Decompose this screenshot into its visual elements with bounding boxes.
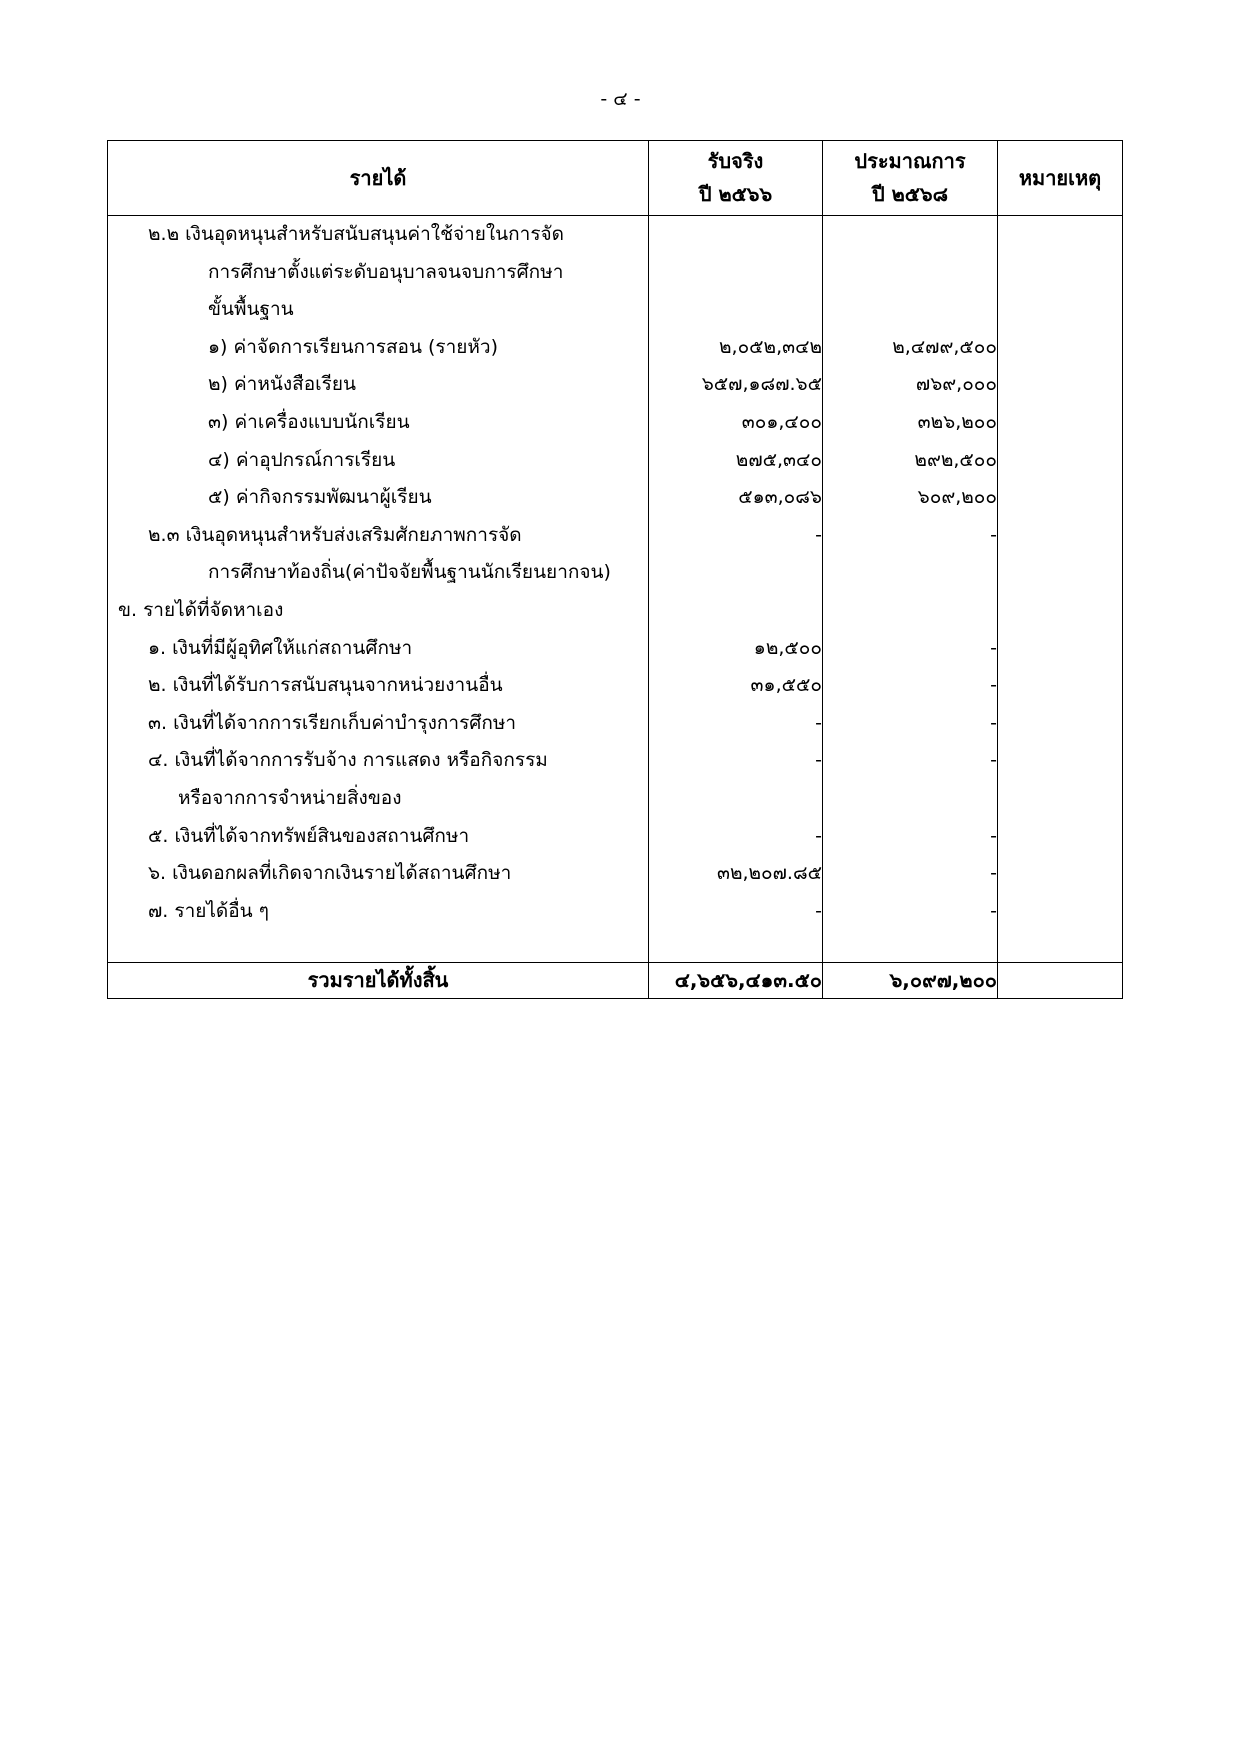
row-label: ๔. เงินที่ได้จากการรับจ้าง การแสดง หรือกิจกรรม [108,742,649,780]
row-estimate: - [823,705,998,743]
row-remark [998,404,1123,442]
header-actual [649,141,823,216]
table-row [108,893,1123,931]
row-estimate: - [823,855,998,893]
table-row [108,366,1123,404]
row-label: ขั้นพื้นฐาน [108,291,649,329]
row-remark [998,366,1123,404]
row-label: ๒.๒ เงินอุดหนุนสำหรับสนับสนุนค่าใช้จ่ายในการจัด [108,216,649,254]
row-label: ๕) ค่ากิจกรรมพัฒนาผู้เรียน [108,479,649,517]
row-remark [998,855,1123,893]
row-estimate: - [823,818,998,856]
row-actual [649,291,823,329]
row-actual: ๒๗๕,๓๔๐ [649,442,823,480]
revenue-table [107,140,1123,999]
table-row [108,404,1123,442]
table-row [108,254,1123,292]
row-actual: ๑๒,๕๐๐ [649,630,823,668]
page-number: - ๔ - [600,88,641,110]
row-label: การศึกษาท้องถิ่น(ค่าปัจจัยพื้นฐานนักเรียนยากจน) [108,554,649,592]
table-row [108,742,1123,780]
table-row [108,442,1123,480]
row-label: การศึกษาตั้งแต่ระดับอนุบาลจนจบการศึกษา [108,254,649,292]
header-actual-line2: ปี ๒๕๖๖ [698,182,773,206]
row-actual [649,254,823,292]
table-row [108,329,1123,367]
table-row [108,216,1123,254]
total-row [108,963,1123,999]
row-estimate [823,254,998,292]
row-estimate: ๒,๔๗๙,๕๐๐ [823,329,998,367]
table-row [108,554,1123,592]
row-estimate: - [823,742,998,780]
table-row [108,705,1123,743]
table-row [108,855,1123,893]
row-label: ๖. เงินดอกผลที่เกิดจากเงินรายได้สถานศึกษา [108,855,649,893]
header-remarks: หมายเหตุ [998,141,1123,216]
row-label: ๗. รายได้อื่น ๆ [108,893,649,931]
row-estimate: ๓๒๖,๒๐๐ [823,404,998,442]
row-actual [649,554,823,592]
row-estimate [823,291,998,329]
row-label: ๒) ค่าหนังสือเรียน [108,366,649,404]
row-remark [998,216,1123,254]
row-estimate: - [823,630,998,668]
row-remark [998,329,1123,367]
row-remark [998,893,1123,931]
row-estimate [823,592,998,630]
row-remark [998,517,1123,555]
table-row [108,517,1123,555]
row-actual: ๓๒,๒๐๗.๘๕ [649,855,823,893]
row-remark [998,592,1123,630]
row-estimate: ๗๖๙,๐๐๐ [823,366,998,404]
spacer-cell [998,930,1123,963]
row-actual: - [649,818,823,856]
row-remark [998,554,1123,592]
total-actual: ๔,๖๕๖,๔๑๓.๕๐ [649,963,823,999]
row-remark [998,705,1123,743]
row-actual: ๓๑,๕๕๐ [649,667,823,705]
row-label: ๒. เงินที่ได้รับการสนับสนุนจากหน่วยงานอื่น [108,667,649,705]
row-label: ข. รายได้ที่จัดหาเอง [108,592,649,630]
row-estimate [823,216,998,254]
row-remark [998,442,1123,480]
row-label: ๑) ค่าจัดการเรียนการสอน (รายหัว) [108,329,649,367]
row-estimate [823,780,998,818]
table-row [108,479,1123,517]
table-row [108,592,1123,630]
row-estimate [823,554,998,592]
row-actual: ๕๑๓,๐๘๖ [649,479,823,517]
row-remark [998,780,1123,818]
table-row [108,291,1123,329]
spacer-row [108,930,1123,963]
row-actual: - [649,742,823,780]
row-remark [998,818,1123,856]
header-actual-line1: รับจริง [707,149,764,173]
table-row [108,818,1123,856]
header-revenue: รายได้ [108,141,649,216]
row-remark [998,742,1123,780]
table-row [108,667,1123,705]
row-label: ๔) ค่าอุปกรณ์การเรียน [108,442,649,480]
row-remark [998,291,1123,329]
row-label: ๕. เงินที่ได้จากทรัพย์สินของสถานศึกษา [108,818,649,856]
row-actual: - [649,517,823,555]
row-estimate: ๒๙๒,๕๐๐ [823,442,998,480]
row-actual: ๖๕๗,๑๘๗.๖๕ [649,366,823,404]
row-actual [649,780,823,818]
row-label: หรือจากการจำหน่ายสิ่งของ [108,780,649,818]
row-label: ๓. เงินที่ได้จากการเรียกเก็บค่าบำรุงการศึกษา [108,705,649,743]
total-label: รวมรายได้ทั้งสิ้น [108,963,649,999]
total-estimate: ๖,๐๙๗,๒๐๐ [823,963,998,999]
total-remark [998,963,1123,999]
row-label: ๑. เงินที่มีผู้อุทิศให้แก่สถานศึกษา [108,630,649,668]
header-estimate-line1: ประมาณการ [854,149,966,173]
spacer-cell [108,930,649,963]
row-label: ๒.๓ เงินอุดหนุนสำหรับส่งเสริมศักยภาพการจัด [108,517,649,555]
row-estimate: - [823,667,998,705]
row-estimate: - [823,517,998,555]
row-label: ๓) ค่าเครื่องแบบนักเรียน [108,404,649,442]
table-row [108,780,1123,818]
row-remark [998,254,1123,292]
header-estimate-line2: ปี ๒๕๖๘ [871,182,949,206]
row-actual: - [649,705,823,743]
table-row [108,630,1123,668]
row-remark [998,479,1123,517]
row-actual: ๒,๐๕๒,๓๔๒ [649,329,823,367]
header-row [108,141,1123,216]
row-remark [998,667,1123,705]
row-actual: - [649,893,823,931]
row-actual [649,216,823,254]
header-estimate [823,141,998,216]
row-estimate: - [823,893,998,931]
row-actual: ๓๐๑,๔๐๐ [649,404,823,442]
row-actual [649,592,823,630]
spacer-cell [823,930,998,963]
row-remark [998,630,1123,668]
row-estimate: ๖๐๙,๒๐๐ [823,479,998,517]
spacer-cell [649,930,823,963]
